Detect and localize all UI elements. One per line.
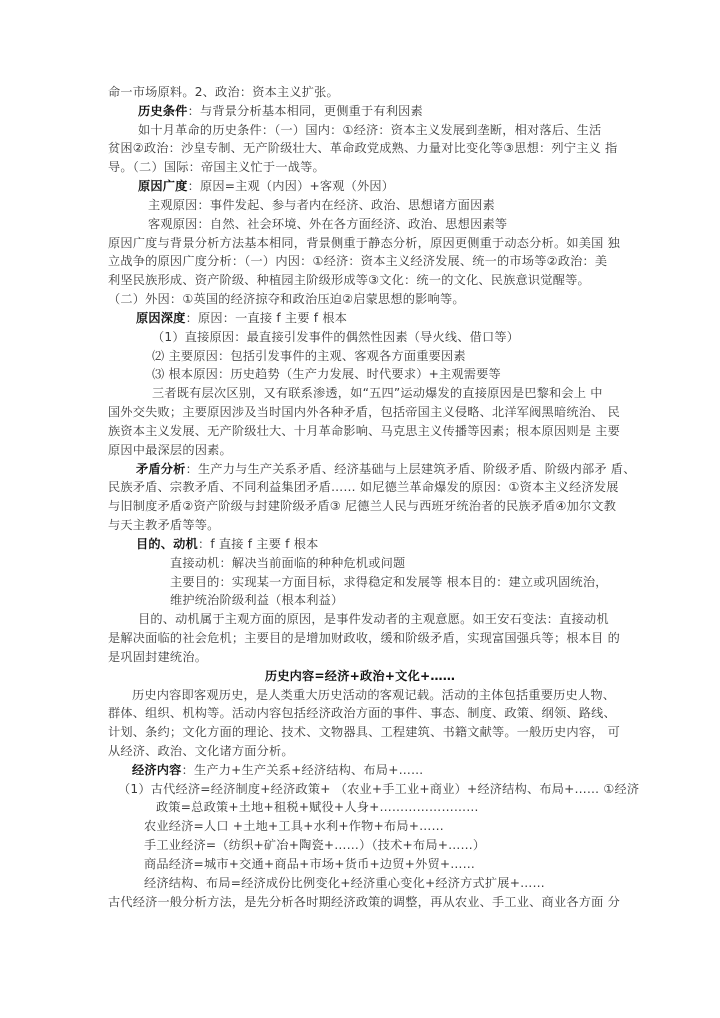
text-line: 三者既有层次区别，又有联系渗透，如“五四”运动爆发的直接原因是巴黎和会上 中	[152, 386, 603, 401]
text-line: 古代经济一般分析方法，是先分析各时期经济政策的调整，再从农业、手工业、商业各方面 分	[108, 894, 620, 909]
text-line: 立战争的原因广度分析：（一）内因：①经济：资本主义经济发展、统一的市场等②政治：美	[108, 254, 608, 269]
section-text: ：与背景分析基本相同，更侧重于有利因素	[187, 103, 423, 118]
text-line: 如十月革命的历史条件：（一）国内：①经济：资本主义发展到垄断，相对落后、生活	[138, 122, 602, 137]
text-line: 群体、组织、机构等。活动内容包括经济政治方面的事件、事态、制度、政策、纲领、路线、	[108, 706, 616, 721]
text-line: 利坚民族形成、资产阶级、种植园主阶级形成等③文化：统一的文化、民族意识觉醒等。	[108, 273, 590, 288]
text-line: 原因中最深层的因素。	[108, 442, 232, 457]
text-line: 国外交失败；主要原因涉及当时国内外各种矛盾，包括帝国主义侵略、北洋军阀黑暗统治、 民	[108, 405, 620, 420]
section-label: 历史条件	[138, 103, 188, 118]
text-line: 商品经济=城市+交通+商品+市场+货币+边贸+外贸+……	[144, 856, 476, 871]
text-line: 政策=总政策+土地+租税+赋役+人身+……………………	[156, 800, 479, 815]
section-text: ：生产力与生产关系矛盾、经济基础与上层建筑矛盾、阶级矛盾、阶级内部矛 盾、	[185, 461, 636, 476]
section-text: ：原因=主观（内因）+客观（外因）	[187, 179, 395, 194]
text-line: 主观原因：事件发起、参与者内在经济、政治、思想诸方面因素	[148, 197, 495, 212]
section-text: ：原因：一直接 f 主要 f 根本	[185, 310, 348, 325]
text-line: 与天主教矛盾等等。	[108, 518, 220, 533]
text-line: 与旧制度矛盾②资产阶级与封建阶级矛盾③ 尼德兰人民与西班牙统治者的民族矛盾④加尔文教	[108, 499, 617, 514]
text-line: 直接动机：解决当前面临的种种危机或问题	[170, 555, 406, 570]
section-line-contradiction-analysis	[108, 460, 636, 479]
text-line: 维护统治阶级利益（根本利益）	[170, 593, 344, 608]
text-line: ⑶ 根本原因：历史趋势（生产力发展、时代要求）+主观需要等	[152, 367, 501, 382]
text-line: 计划、条约；文化方面的理论、技术、文物器具、工程建筑、书籍文献等。一般历史内容， 可	[108, 725, 620, 740]
section-text: ：f 直接 f 主要 f 根本	[197, 536, 319, 551]
text-line: 历史内容即客观历史，是人类重大历史活动的客观记载。活动的主体包括重要历史人物、	[132, 687, 616, 702]
section-heading-historical-content: 历史内容=经济+政治+文化+……	[264, 668, 456, 683]
text-line: （1）古代经济=经济制度+经济政策+ （农业+手工业+商业）+经济结构、布局+…… ①经济	[118, 781, 640, 796]
section-text: ：生产力+生产关系+经济结构、布局+……	[181, 762, 424, 777]
text-line: ⑵ 主要原因：包括引发事件的主观、客观各方面重要因素	[152, 348, 466, 363]
text-line: 经济结构、布局=经济成份比例变化+经济重心变化+经济方式扩展+……	[144, 875, 545, 890]
text-line: 手工业经济=（纺织+矿冶+陶瓷+……）（技术+布局+……）	[144, 838, 486, 853]
section-line-economic-content	[108, 761, 612, 780]
text-line: 客观原因：自然、社会环境、外在各方面经济、政治、思想因素等	[148, 216, 508, 231]
text-line: 族资本主义发展、无产阶级壮大、十月革命影响、马克思主义传播等因素；根本原因则是 主要	[108, 423, 620, 438]
text-line: 导。（二）国际：帝国主义忙于一战等。	[108, 160, 325, 175]
text-line: （二）外因：①英国的经济掠夺和政治压迫②启蒙思想的影响等。	[108, 292, 465, 307]
text-line: 主要目的：实现某一方面目标，求得稳定和发展等 根本目的：建立或巩固统治，	[170, 574, 608, 589]
text-line: 目的、动机属于主观方面的原因，是事件发动者的主观意愿。如王安石变法：直接动机	[138, 612, 609, 627]
section-label: 原因广度	[138, 179, 188, 194]
text-line: 是巩固封建统治。	[108, 649, 208, 664]
section-label: 矛盾分析	[136, 461, 186, 476]
section-line-cause-depth	[108, 309, 612, 328]
text-line: 农业经济=人口 +土地+工具+水利+作物+布局+……	[144, 819, 444, 834]
text-line: （1）直接原因：最直接引发事件的偶然性因素（导火线、借口等）	[152, 329, 520, 344]
section-line-purpose-motive	[108, 535, 612, 554]
text-line: 从经济、政治、文化诸方面分析。	[108, 743, 294, 758]
section-label: 原因深度	[136, 310, 186, 325]
section-line-cause-breadth	[108, 177, 612, 196]
section-line-historical-conditions	[108, 102, 612, 121]
text-line: 原因广度与背景分析方法基本相同，背景侧重于静态分析，原因更侧重于动态分析。如美国 独	[108, 235, 620, 250]
section-label: 目的、动机	[136, 536, 198, 551]
text-line: 命一市场原料。2、政治：资本主义扩张。	[108, 85, 339, 99]
text-line: 民族矛盾、宗教矛盾、不同利益集团矛盾…… 如尼德兰革命爆发的原因：①资本主义经济发展	[108, 480, 619, 495]
text-line: 是解决面临的社会危机；主要目的是增加财政收，缓和阶级矛盾，实现富国强兵等；根本目 的	[108, 631, 620, 646]
text-line: 贫困②政治：沙皇专制、无产阶级壮大、革命政党成熟、力量对比变化等③思想：列宁主义 指	[108, 141, 618, 156]
document-body	[108, 83, 640, 911]
section-label: 经济内容	[132, 762, 182, 777]
